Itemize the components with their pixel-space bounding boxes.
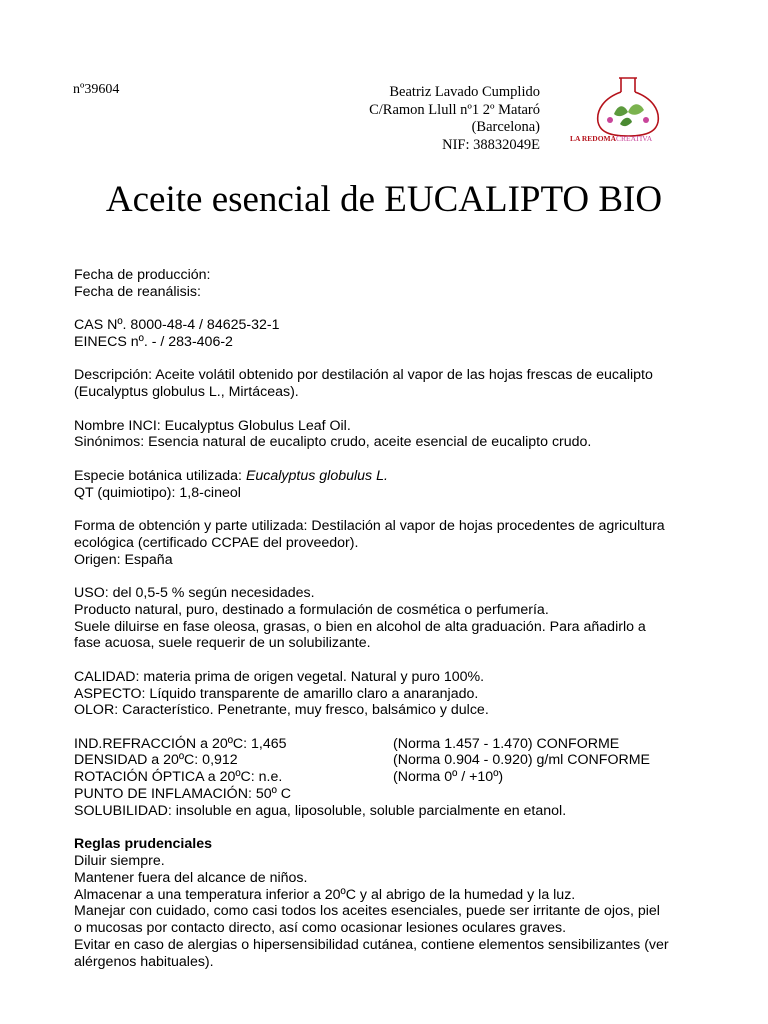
address-line: NIF: 38832049E	[442, 136, 540, 153]
einecs-number: EINECS nº. - / 283-406-2	[74, 333, 233, 350]
origin-country: Origen: España	[74, 551, 173, 568]
species-section	[74, 468, 714, 502]
inci-section	[74, 418, 714, 452]
rule-item: Mantener fuera del alcance de niños.	[74, 869, 308, 886]
synonyms: Sinónimos: Esencia natural de eucalipto crudo, aceite esencial de eucalipto crudo.	[74, 434, 592, 451]
document-title: Aceite esencial de EUCALIPTO BIO	[105, 179, 663, 220]
specs-section	[74, 736, 714, 820]
usage-line: USO: del 0,5-5 % según necesidades.	[74, 584, 315, 601]
address-line: (Barcelona)	[471, 119, 540, 135]
usage-line: fase acuosa, suele requerir de un solubilizante.	[74, 635, 371, 652]
spec-row	[74, 752, 714, 769]
reanalysis-date-label: Fecha de reanálisis:	[74, 283, 201, 300]
description-line: Descripción: Aceite volátil obtenido por destilación al vapor de las hojas frescas de eucalipto	[74, 367, 653, 384]
address-line: C/Ramon Llull nº1 2º Mataró	[369, 101, 540, 118]
description-line: (Eucalyptus globulus L., Mirtáceas).	[74, 384, 299, 401]
redoma-flask-icon	[566, 76, 690, 150]
aspect-line: ASPECTO: Líquido transparente de amarillo claro a anaranjado.	[74, 685, 479, 702]
dates-section	[74, 267, 714, 301]
origin-line: Forma de obtención y parte utilizada: Destilación al vapor de hojas procedentes de agricultura	[74, 517, 665, 534]
rule-item: Evitar en caso de alergias o hipersensibilidad cutánea, contiene elementos sensibilizantes (ver	[74, 937, 669, 954]
spec-norm: (Norma 1.457 - 1.470) CONFORME	[393, 735, 620, 752]
rules-heading: Reglas prudenciales	[74, 836, 212, 853]
rule-item: Diluir siempre.	[74, 853, 165, 870]
rules-section	[74, 836, 714, 970]
usage-section	[74, 585, 714, 652]
company-logo	[566, 76, 690, 150]
production-date-label: Fecha de producción:	[74, 267, 211, 283]
address-line: Beatriz Lavado Cumplido	[389, 84, 540, 100]
spec-norm: (Norma 0º / +10º)	[393, 769, 504, 786]
spec-value: DENSIDAD a 20ºC: 0,912	[74, 752, 238, 769]
svg-text:LA REDOMA: LA REDOMA	[570, 134, 617, 143]
spec-value: IND.REFRACCIÓN a 20ºC: 1,465	[74, 735, 287, 752]
species-value: Eucalyptus globulus L.	[245, 467, 388, 484]
document-number: nº39604	[73, 82, 120, 97]
solubility: SOLUBILIDAD: insoluble en agua, liposoluble, soluble parcialmente en etanol.	[74, 802, 567, 819]
spec-value: ROTACIÓN ÓPTICA a 20ºC: n.e.	[74, 769, 283, 786]
cas-number: CAS Nº. 8000-48-4 / 84625-32-1	[74, 317, 280, 334]
rule-item: Almacenar a una temperatura inferior a 20ºC y al abrigo de la humedad y la luz.	[74, 886, 576, 903]
origin-section	[74, 518, 714, 568]
species-line	[74, 468, 714, 485]
inci-name: Nombre INCI: Eucalyptus Globulus Leaf Oil.	[74, 417, 351, 434]
species-label: Especie botánica utilizada:	[74, 467, 246, 484]
rule-item: alérgenos habituales).	[74, 953, 214, 970]
description-section	[74, 367, 714, 401]
odor-line: OLOR: Característico. Penetrante, muy fresco, balsámico y dulce.	[74, 702, 489, 719]
usage-line: Producto natural, puro, destinado a formulación de cosmética o perfumería.	[74, 601, 549, 618]
sender-address	[300, 84, 540, 154]
svg-text:CREATIVA: CREATIVA	[616, 134, 653, 143]
rule-item: Manejar con cuidado, como casi todos los aceites esenciales, puede ser irritante de ojos, piel	[74, 903, 660, 920]
usage-line: Suele diluirse en fase oleosa, grasas, o bien en alcohol de alta graduación. Para añadirlo a	[74, 618, 646, 635]
spec-row	[74, 736, 714, 753]
document-body	[74, 267, 714, 971]
quality-line: CALIDAD: materia prima de origen vegetal. Natural y puro 100%.	[74, 668, 485, 685]
quality-section	[74, 669, 714, 719]
origin-line: ecológica (certificado CCPAE del proveedor).	[74, 534, 359, 551]
chemotype: QT (quimiotipo): 1,8-cineol	[74, 484, 241, 501]
flash-point: PUNTO DE INFLAMACIÓN: 50º C	[74, 786, 291, 803]
rule-item: o mucosas por contacto directo, así como ocasionar lesiones oculares graves.	[74, 920, 567, 937]
identifiers-section	[74, 317, 714, 351]
spec-row	[74, 769, 714, 786]
spec-norm: (Norma 0.904 - 0.920) g/ml CONFORME	[393, 752, 651, 769]
